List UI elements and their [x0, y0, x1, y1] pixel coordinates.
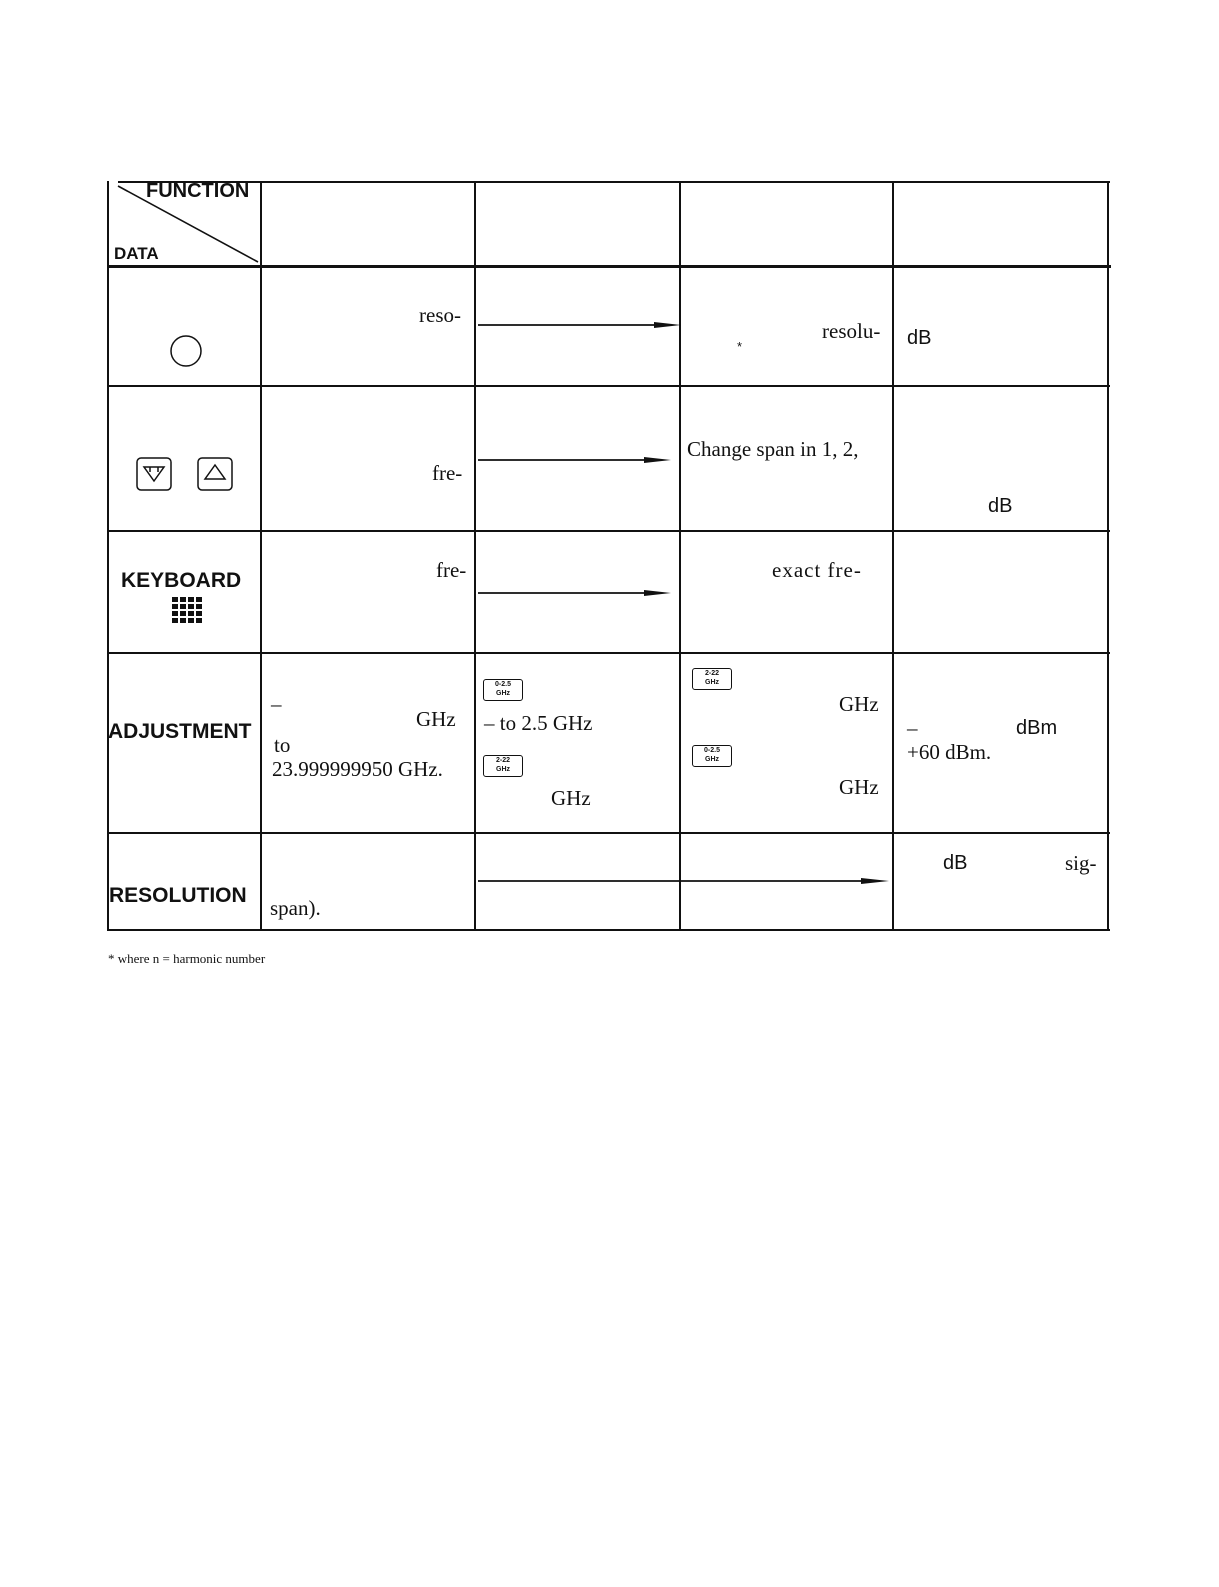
- band-key-bottom: GHz: [705, 756, 719, 763]
- band-key-bottom: GHz: [496, 690, 510, 697]
- row-rule-3: [108, 652, 1110, 654]
- band-key-bottom: GHz: [705, 679, 719, 686]
- knob-icon: [168, 333, 208, 373]
- band-2-22-key-icon-col3: [692, 668, 732, 690]
- resolution-arrow: [476, 872, 896, 892]
- step-function-text: fre-: [432, 461, 463, 485]
- bottom-rule: [108, 929, 1110, 931]
- function-label: FUNCTION: [146, 180, 250, 202]
- adjustment-dash: –: [271, 692, 282, 716]
- adjustment-col3-ghz-2: GHz: [839, 775, 879, 799]
- knob-span-text: resolu-: [822, 319, 881, 343]
- band-key-top: 0-2.5: [495, 681, 511, 688]
- band-0-2.5-key-icon: [483, 679, 523, 701]
- adjustment-to: to: [274, 733, 291, 757]
- adjustment-ref-max: +60 dBm.: [907, 740, 992, 764]
- row-rule-4: [108, 832, 1110, 834]
- resolution-ref-db: dB: [943, 852, 968, 874]
- adjustment-span-low-range: – to 2.5 GHz: [484, 711, 593, 735]
- step-down-key-icon: [136, 457, 176, 493]
- knob-ref-text: dB: [907, 327, 932, 349]
- band-key-top: 0-2.5: [704, 747, 720, 754]
- knob-arrow: [476, 316, 696, 336]
- row-rule-1: [108, 385, 1110, 387]
- knob-asterisk: *: [737, 339, 743, 354]
- step-up-key-icon: [197, 457, 237, 493]
- band-0-2.5-key-icon-col3: [692, 745, 732, 767]
- row-rule-2: [108, 530, 1110, 532]
- keyboard-function-text: fre-: [436, 558, 467, 582]
- step-arrow: [476, 451, 696, 471]
- adjustment-ref-unit: dBm: [1016, 717, 1058, 739]
- keyboard-span-text: exact fre-: [772, 558, 862, 582]
- adjustment-span-high-range: GHz: [551, 786, 591, 810]
- band-2-22-key-icon: [483, 755, 523, 777]
- footnote: * where n = harmonic number: [108, 951, 266, 966]
- adjustment-col3-ghz-1: GHz: [839, 692, 879, 716]
- band-key-top: 2-22: [495, 757, 510, 764]
- keyboard-arrow: [476, 584, 696, 604]
- resolution-function-text: span).: [270, 896, 321, 920]
- keyboard-label: KEYBOARD: [121, 569, 242, 592]
- step-ref-text: dB: [988, 495, 1013, 517]
- band-key-bottom: GHz: [496, 766, 510, 773]
- step-span-text: Change span in 1, 2,: [687, 437, 859, 461]
- resolution-ref-sig: sig-: [1065, 851, 1097, 875]
- resolution-label: RESOLUTION: [109, 884, 247, 907]
- keypad-icon: [172, 597, 206, 627]
- header-diagonal: [0, 0, 1219, 300]
- knob-function-text: reso-: [419, 303, 461, 327]
- band-key-top: 2-22: [704, 670, 719, 677]
- adjustment-max-value: 23.999999950 GHz.: [272, 757, 443, 781]
- adjustment-ref-dash: –: [907, 716, 918, 740]
- adjustment-ghz: GHz: [416, 707, 456, 731]
- adjustment-label: ADJUSTMENT: [108, 720, 252, 743]
- data-label: DATA: [114, 244, 159, 263]
